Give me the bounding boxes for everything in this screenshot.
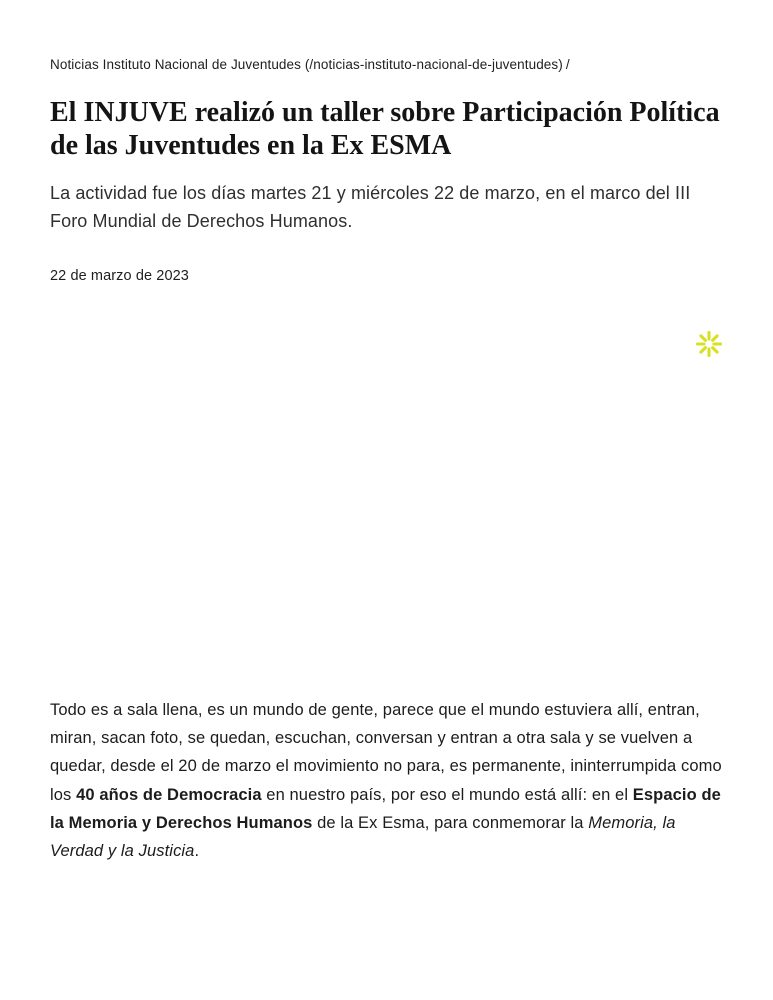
breadcrumb-separator: / <box>565 57 570 72</box>
breadcrumb <box>50 56 723 74</box>
page-title: El INJUVE realizó un taller sobre Participación Política de las Juventudes en la Ex ESMA <box>50 96 720 162</box>
breadcrumb-link-noticias[interactable]: Noticias Instituto Nacional de Juventudes (/noticias-instituto-nacional-de-juventudes) <box>50 57 563 72</box>
article-body: Todo es a sala llena, es un mundo de gente, parece que el mundo estuviera allí, entran, miran, sacan foto, se quedan, escuchan, conversan y entran a otra sala y se vuelven a quedar, desde el 20 de marzo el movimiento no para, es permanente, ininterrumpida como los 40 años de Democracia en nuestro país, por eso el mundo está allí: en el Espacio de la Memoria y Derechos Humanos de la Ex Esma, para conmemorar la Memoria, la Verdad y la Justicia. <box>50 700 722 861</box>
asterisk-spinner-icon <box>695 330 723 358</box>
article-date: 22 de marzo de 2023 <box>50 267 189 284</box>
article-image-placeholder <box>50 284 723 696</box>
article-subtitle: La actividad fue los días martes 21 y miércoles 22 de marzo, en el marco del III Foro Mundial de Derechos Humanos. <box>50 182 691 231</box>
